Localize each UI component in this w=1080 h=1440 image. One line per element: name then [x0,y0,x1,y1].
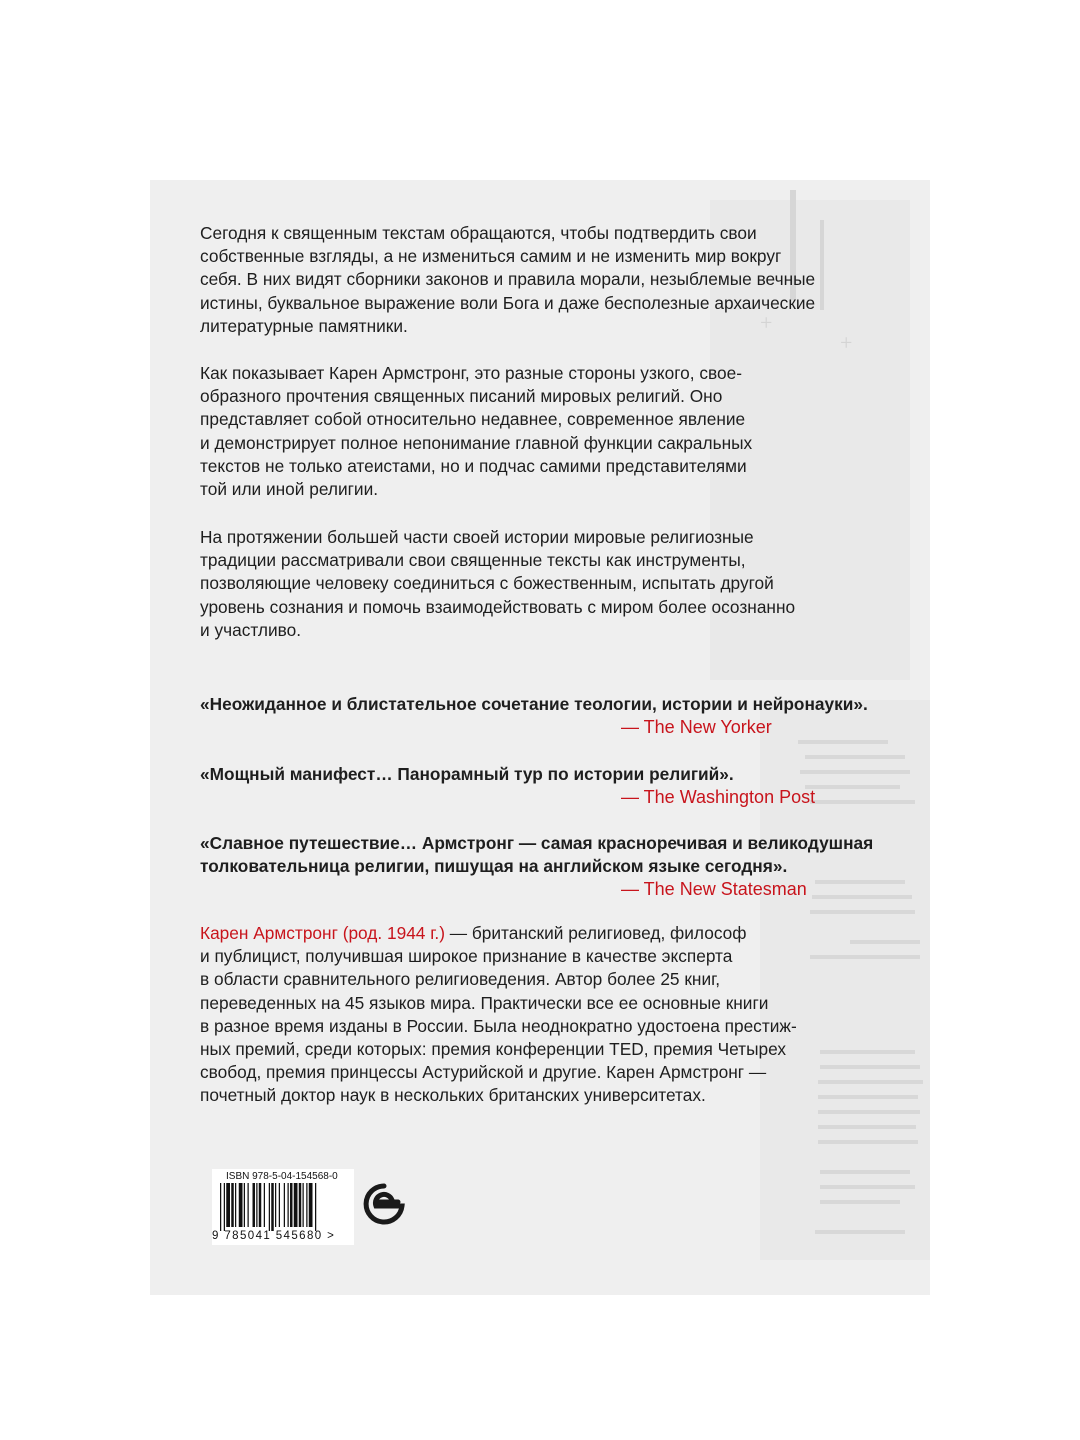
review-quote-new-yorker [200,693,890,739]
barcode-bar [294,1183,298,1227]
text-line: Как показывает Карен Армстронг, это разные стороны узкого, свое- [200,363,742,383]
barcode-bar [244,1183,245,1227]
text-line: текстов не только атеистами, но и подчас самими представителями [200,455,747,476]
text-line: образного прочтения священных писаний мировых религий. Оно [200,386,723,407]
text-line: свобод, премия принцессы Астурийской и другие. Карен Армстронг — [200,1062,767,1083]
barcode-bar [288,1183,289,1227]
barcode-bar [259,1183,262,1227]
text-line: и участливо. [200,619,302,640]
text-line: почетный доктор наук в нескольких британских университетах. [200,1085,706,1106]
description-paragraph-2 [200,362,880,501]
barcode-bar [248,1183,249,1227]
barcode-bar [224,1183,225,1231]
barcode-bar [253,1183,256,1227]
text-line: позволяющие человеку соединиться с божественным, испытать другой [200,573,774,594]
barcode-bar [239,1183,243,1227]
quote-text: толковательница религии, пишущая на английском языке сегодня». [200,856,788,877]
review-quote-washington-post [200,763,890,809]
barcode-bar [303,1183,304,1227]
text-line: в области сравнительного религиоведения. Автор более 25 книг, [200,969,721,990]
barcode-bar [235,1183,236,1227]
barcode-bar [275,1183,276,1227]
author-name: Карен Армстронг (род. 1944 г.) [200,923,445,943]
text-line: собственные взгляды, а не измениться самим и не изменить мир вокруг [200,246,782,267]
author-bio [200,922,890,1108]
barcode-bar [279,1183,280,1227]
quote-text: «Мощный манифест… Панорамный тур по истории религий». [200,764,734,784]
barcode-bar [226,1183,230,1227]
bio-first-line [200,922,890,945]
text-line: себя. В них видят сборники законов и правила морали, незыблемые вечные [200,269,816,290]
text-line: той или иной религии. [200,479,379,500]
description-paragraph-3 [200,526,880,642]
text-line: переведенных на 45 языков мира. Практически все ее основные книги [200,992,769,1013]
svg-text:+: + [760,310,773,335]
quote-text: «Славное путешествие… Армстронг — самая красноречивая и великодушная [200,833,874,853]
book-back-cover [150,180,930,1295]
text-line: в разное время изданы в России. Была неоднократно удостоена престиж- [200,1015,797,1036]
eksmo-logo-icon [362,1182,406,1226]
isbn-text: ISBN 978-5-04-154568-0 [226,1171,338,1182]
quote-source: — The New Statesman [621,879,807,900]
text-line: Сегодня к священным текстам обращаются, чтобы подтвердить свои [200,223,757,243]
text-line: литературные памятники. [200,315,408,336]
barcode-bar [271,1183,274,1231]
description-paragraph-1 [200,222,880,338]
quote-source: — The New Yorker [621,717,772,738]
barcode-bar [269,1183,270,1231]
barcode-bar [309,1183,313,1227]
review-quote-new-statesman [200,832,890,902]
text-line: и публицист, получившая широкое признание в качестве эксперта [200,946,733,967]
barcode-bar [306,1183,307,1227]
barcode-bars [212,1183,354,1231]
text-line: традиции рассматривали свои священные тексты как инструменты, [200,550,746,571]
barcode-bar [264,1183,265,1227]
text-line: уровень сознания и помочь взаимодействовать с миром более осознанно [200,596,796,617]
barcode-bar [315,1183,316,1231]
text-line: истины, буквальное выражение воли Бога и даже бесполезные архаические [200,292,816,313]
barcode-bar [231,1183,234,1227]
text-line: представляет собой относительно недавнее, современное явление [200,409,746,430]
barcode-digits: 9 785041 545680 > [212,1230,336,1242]
quote-source: — The Washington Post [621,787,816,808]
barcode-bar [299,1183,302,1227]
barcode-bar [284,1183,285,1227]
bio-text: — британский религиовед, философ [444,923,747,943]
text-line: На протяжении большей части своей истории мировые религиозные [200,527,754,547]
text-line: ных премий, среди которых: премия конференции TED, премия Четырех [200,1039,786,1060]
quote-text: «Неожиданное и блистательное сочетание теологии, истории и нейронауки». [200,694,868,714]
barcode-bar [256,1183,257,1227]
isbn-barcode [212,1169,354,1245]
barcode-bar [290,1183,293,1227]
barcode-bar [220,1183,221,1231]
text-line: и демонстрирует полное непонимание главной функции сакральных [200,432,753,453]
svg-text:+: + [840,330,853,355]
